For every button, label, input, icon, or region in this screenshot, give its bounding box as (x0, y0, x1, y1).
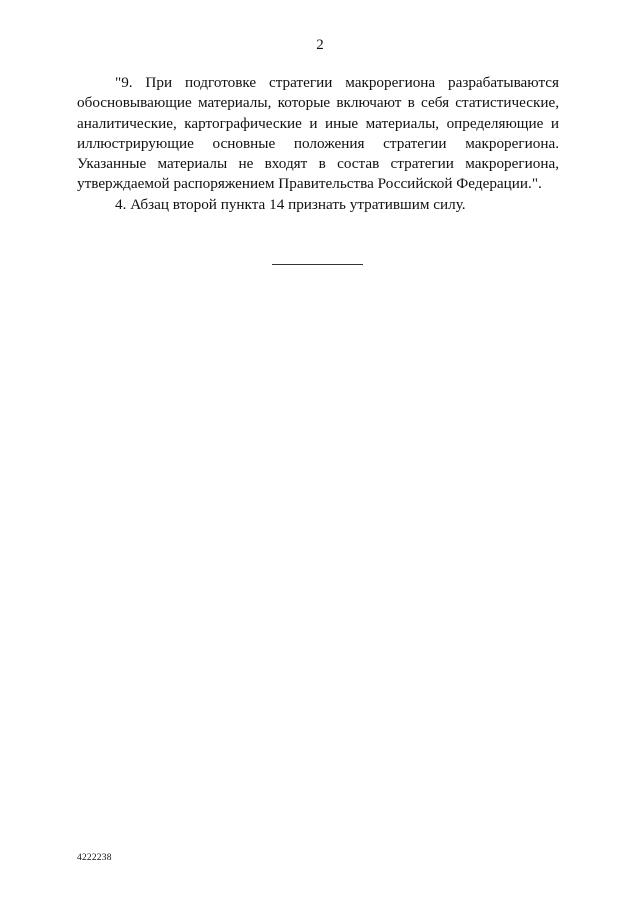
paragraph-item-9: "9. При подготовке стратегии макрорегиона разрабатываются обосновывающие материалы, которые включают в себя статистические, аналитические, картографические и иные материалы, определяющие и иллюстрирующие основные положения стратегии макрорегиона. Указанные материалы не входят в состав стратегии макрорегиона, утверждаемой распоряжением Правительства Российской Федерации.". (77, 74, 559, 193)
page-number: 2 (316, 37, 324, 53)
document-body (77, 73, 559, 215)
paragraph-item-4: 4. Абзац второй пункта 14 признать утратившим силу. (115, 195, 466, 213)
document-code: 4222238 (77, 853, 112, 863)
end-separator-line (272, 264, 363, 265)
